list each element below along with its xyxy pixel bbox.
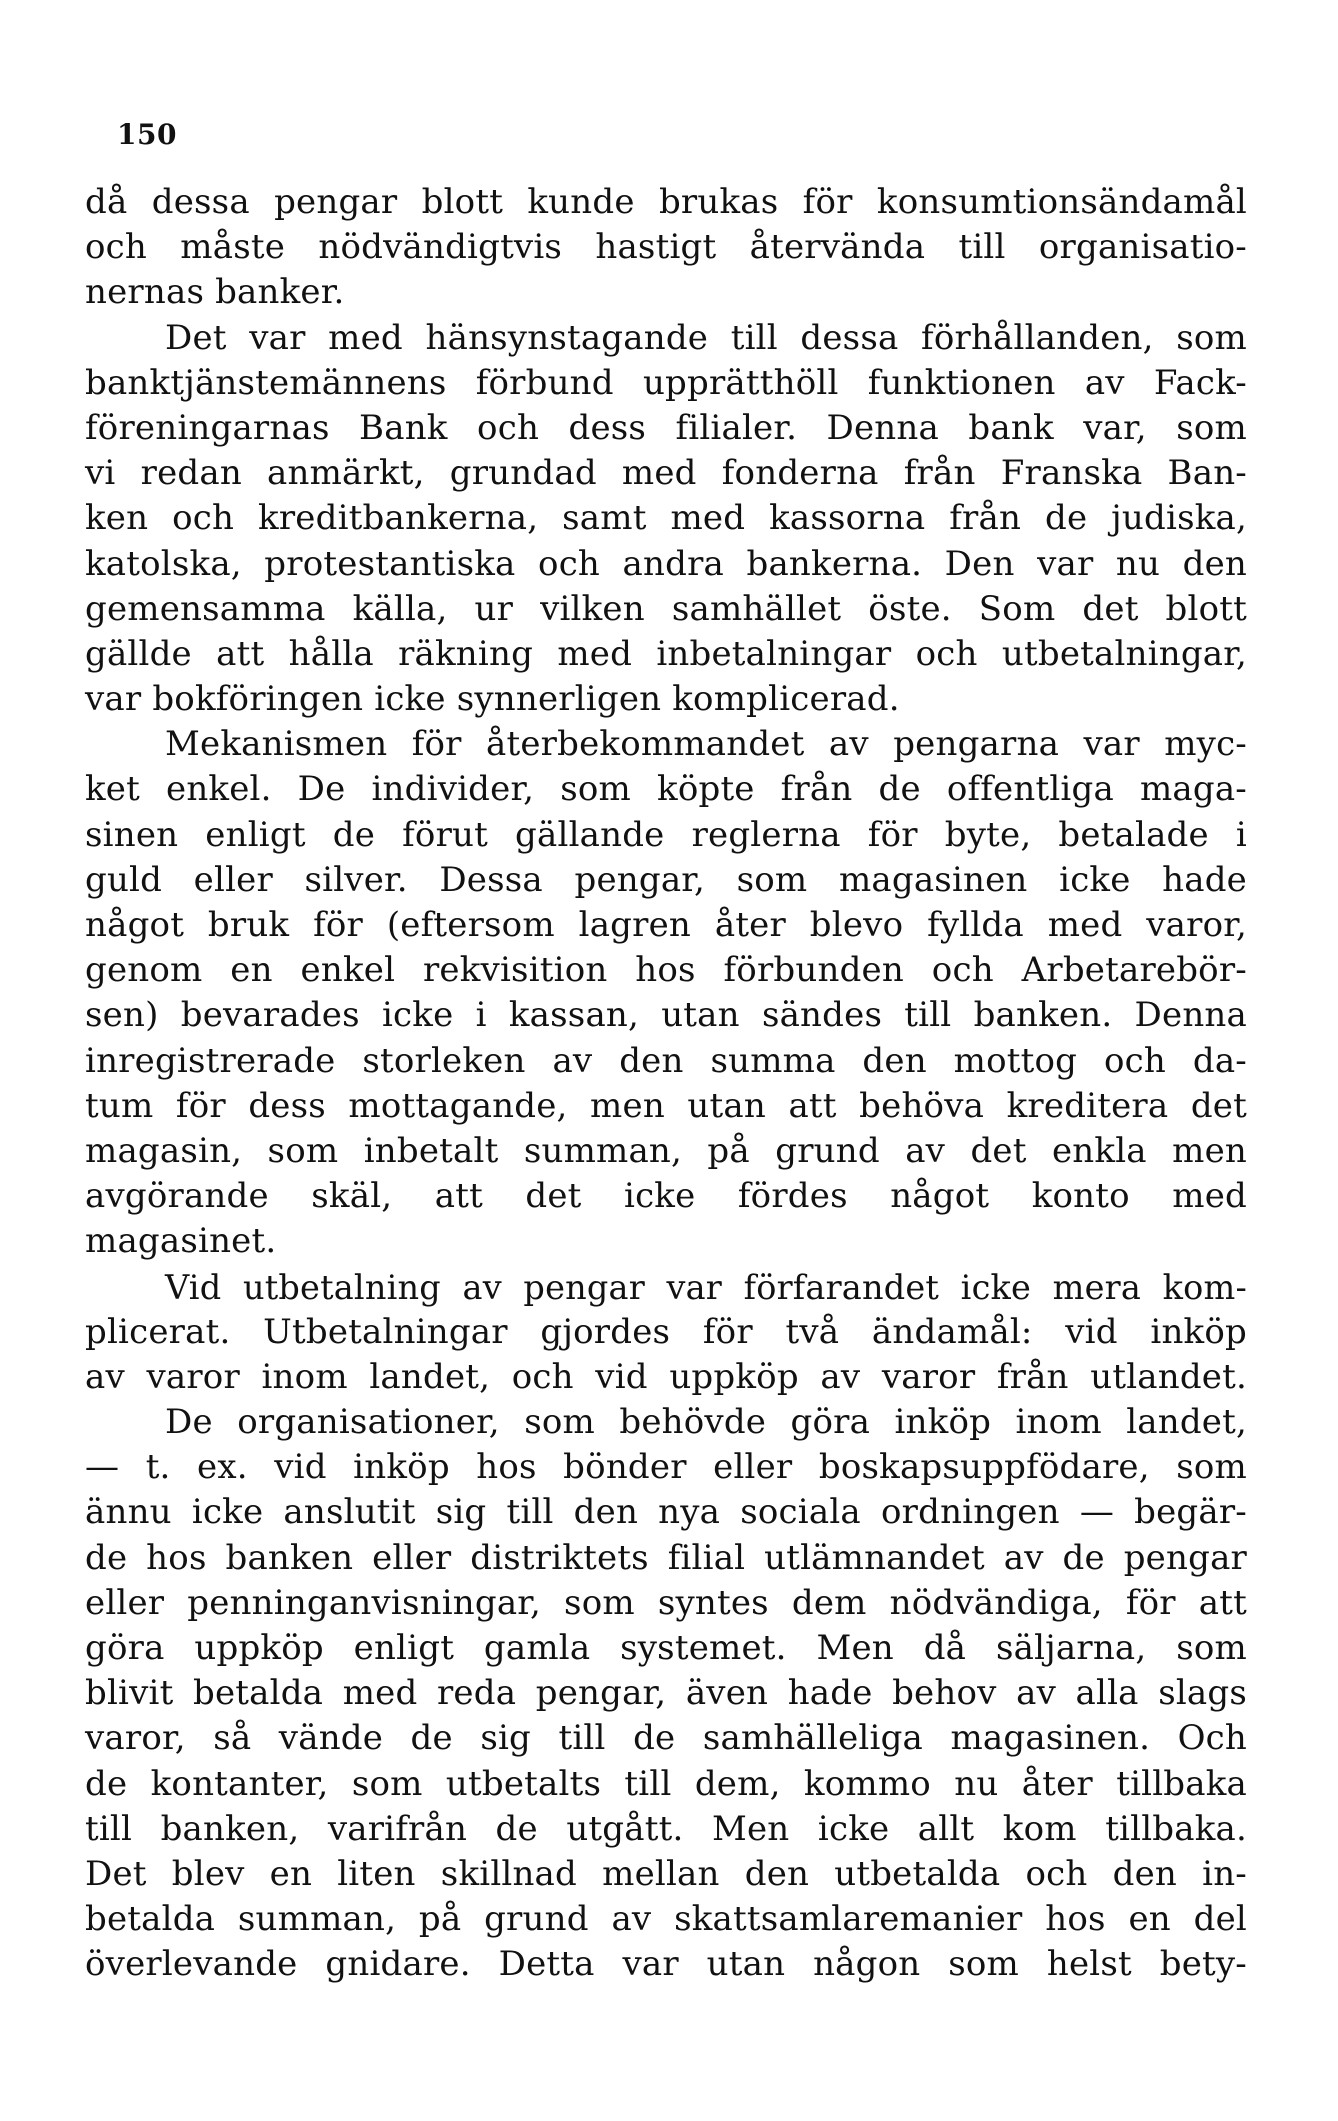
text-line: katolska, protestantiska och andra bankerna. Den var nu den: [85, 543, 1247, 584]
text-line: ken och kreditbankerna, samt med kassorna från de judiska,: [85, 498, 1247, 539]
text-line: av varor inom landet, och vid uppköp av varor från utlandet.: [85, 1356, 1247, 1397]
text-line: avgörande skäl, att det icke fördes något konto med: [85, 1176, 1247, 1217]
text-line: De organisationer, som behövde göra inköp inom landet,: [165, 1402, 1247, 1443]
text-line: föreningarnas Bank och dess filialer. Denna bank var, som: [85, 407, 1247, 448]
text-line: magasinet.: [85, 1221, 277, 1262]
page-number: 150: [117, 118, 177, 151]
text-line: varor, så vände de sig till de samhälleliga magasinen. Och: [85, 1718, 1247, 1759]
text-line: nernas banker.: [85, 272, 345, 313]
text-line: genom en enkel rekvisition hos förbunden och Arbetarebör-: [85, 950, 1247, 991]
text-line: plicerat. Utbetalningar gjordes för två ändamål: vid inköp: [85, 1311, 1247, 1352]
text-line: då dessa pengar blott kunde brukas för konsumtionsändamål: [85, 182, 1247, 222]
text-line: ännu icke anslutit sig till den nya sociala ordningen — begär-: [85, 1492, 1247, 1533]
text-line: ket enkel. De individer, som köpte från de offentliga maga-: [85, 769, 1247, 810]
text-line: överlevande gnidare. Detta var utan någon som helst bety-: [85, 1944, 1247, 1985]
text-line: magasin, som inbetalt summan, på grund av det enkla men: [85, 1130, 1247, 1171]
text-line: Det var med hänsynstagande till dessa förhållanden, som: [165, 317, 1247, 358]
text-line: sinen enligt de förut gällande reglerna för byte, betalade i: [85, 814, 1247, 855]
text-line: var bokföringen icke synnerligen komplicerad.: [85, 679, 900, 720]
text-line: något bruk för (eftersom lagren åter blevo fyllda med varor,: [85, 905, 1247, 945]
text-line: sen) bevarades icke i kassan, utan sändes till banken. Denna: [85, 995, 1247, 1036]
text-line: Det blev en liten skillnad mellan den utbetalda och den in-: [85, 1853, 1247, 1894]
text-line: till banken, varifrån de utgått. Men icke allt kom tillbaka.: [85, 1808, 1247, 1849]
text-line: banktjänstemännens förbund upprätthöll funktionen av Fack-: [85, 362, 1247, 403]
text-line: guld eller silver. Dessa pengar, som magasinen icke hade: [85, 859, 1247, 900]
text-line: göra uppköp enligt gamla systemet. Men då säljarna, som: [85, 1628, 1247, 1668]
text-line: och måste nödvändigtvis hastigt återvända till organisatio-: [85, 227, 1247, 268]
text-line: de kontanter, som utbetalts till dem, kommo nu åter tillbaka: [85, 1763, 1247, 1804]
text-line: eller penninganvisningar, som syntes dem nödvändiga, för att: [85, 1582, 1247, 1623]
text-line: tum för dess mottagande, men utan att behöva kreditera det: [85, 1085, 1247, 1126]
text-line: — t. ex. vid inköp hos bönder eller boskapsuppfödare, som: [85, 1447, 1247, 1488]
body-text: [85, 180, 1247, 1988]
text-line: Mekanismen för återbekommandet av pengarna var myc-: [165, 724, 1247, 765]
text-line: betalda summan, på grund av skattsamlaremanier hos en del: [85, 1899, 1247, 1940]
text-line: de hos banken eller distriktets filial utlämnandet av de pengar: [85, 1537, 1247, 1578]
text-line: inregistrerade storleken av den summa den mottog och da-: [85, 1040, 1247, 1081]
text-line: vi redan anmärkt, grundad med fonderna från Franska Ban-: [85, 453, 1247, 494]
text-line: gemensamma källa, ur vilken samhället öste. Som det blott: [85, 588, 1247, 629]
text-line: Vid utbetalning av pengar var förfarandet icke mera kom-: [165, 1267, 1247, 1307]
text-line: blivit betalda med reda pengar, även hade behov av alla slags: [85, 1673, 1247, 1714]
text-line: gällde att hålla räkning med inbetalningar och utbetalningar,: [85, 633, 1247, 674]
